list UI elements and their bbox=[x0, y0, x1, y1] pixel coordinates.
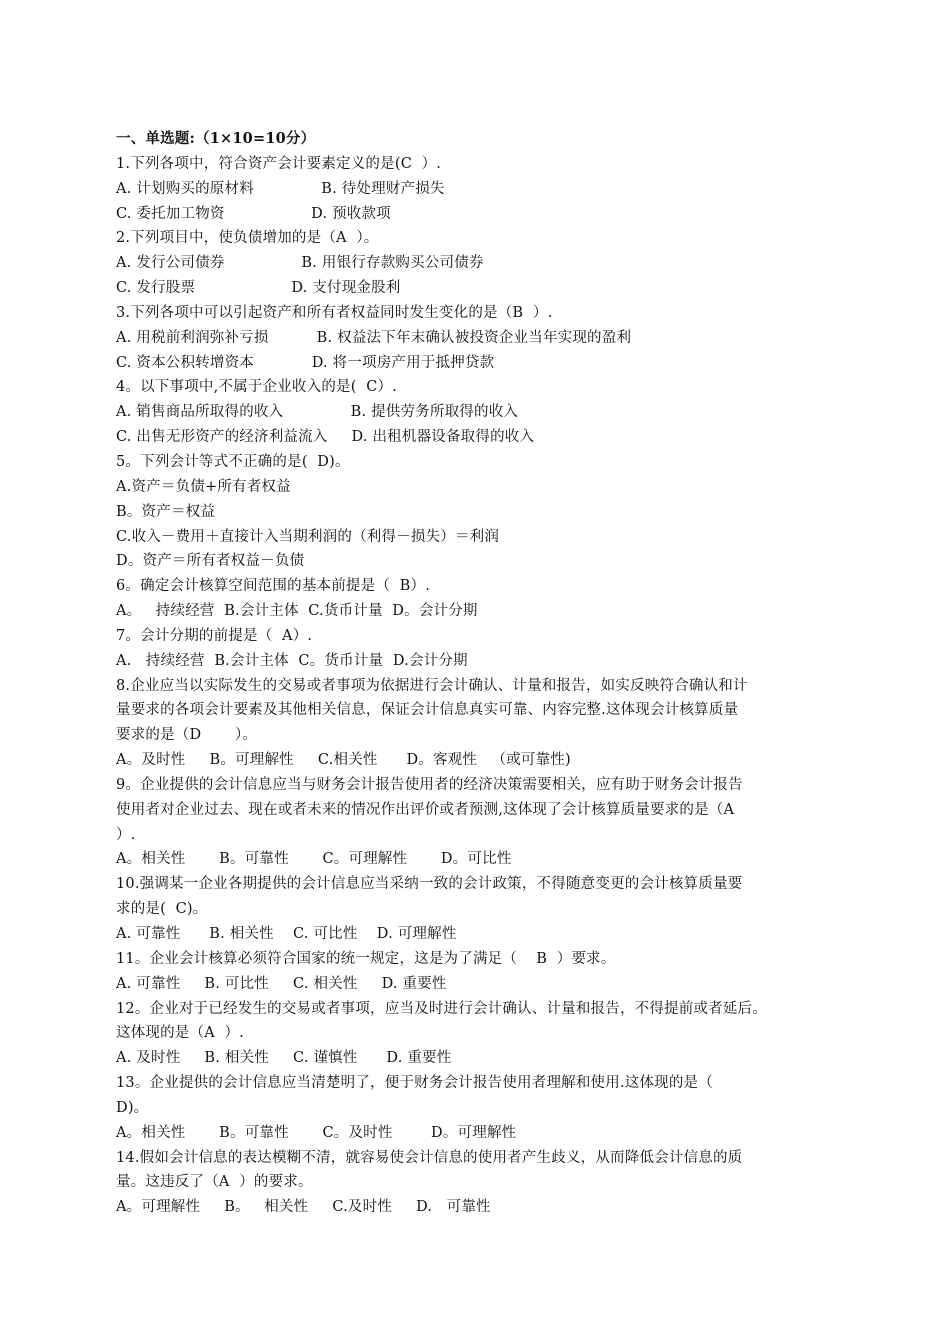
question-4-options-cd: C. 出售无形资产的经济利益流入 D. 出租机器设备取得的收入 bbox=[116, 429, 535, 446]
question-12: 12。企业对于已经发生的交易或者事项，应当及时进行会计确认、计量和报告，不得提前或者延后。 bbox=[116, 1000, 767, 1017]
question-1-options-ab: A. 计划购买的原材料 B. 待处理财产损失 bbox=[116, 180, 445, 197]
question-10-cont: 求的是( C)。 bbox=[116, 901, 208, 918]
question-1: 1.下列各项中，符合资产会计要素定义的是(C ）. bbox=[116, 155, 442, 172]
question-8-options: A。及时性 B。可理解性 C.相关性 D。客观性 （或可靠性) bbox=[116, 752, 571, 769]
question-5-option-a: A.资产＝负债+所有者权益 bbox=[116, 478, 291, 495]
question-6: 6。确定会计核算空间范围的基本前提是（ B）. bbox=[116, 578, 431, 595]
question-12-options: A. 及时性 B. 相关性 C. 谨慎性 D. 重要性 bbox=[116, 1050, 452, 1067]
question-9-cont: ）. bbox=[116, 826, 136, 843]
question-5-option-c: C.收入－费用＋直接计入当期利润的（利得－损失）＝利润 bbox=[116, 528, 500, 545]
question-1-options-cd: C. 委托加工物资 D. 预收款项 bbox=[116, 205, 391, 222]
question-5: 5。下列会计等式不正确的是( D)。 bbox=[116, 453, 350, 470]
question-5-option-b: B。资产＝权益 bbox=[116, 503, 216, 520]
question-11-options: A. 可靠性 B. 可比性 C. 相关性 D. 重要性 bbox=[116, 975, 447, 992]
section-heading: 一、单选题:（1×10=10分） bbox=[116, 130, 316, 147]
question-8-cont: 量要求的各项会计要素及其他相关信息，保证会计信息真实可靠、内容完整.这体现会计核算质量 bbox=[116, 702, 739, 719]
question-9-options: A。相关性 B。可靠性 C。可理解性 D。可比性 bbox=[116, 851, 512, 868]
question-2: 2.下列项目中，使负债增加的是（A ）。 bbox=[116, 230, 379, 247]
question-3: 3.下列各项中可以引起资产和所有者权益同时发生变化的是（B ）. bbox=[116, 304, 553, 321]
question-13-cont: D)。 bbox=[116, 1099, 149, 1116]
question-8-cont: 要求的是（D ）。 bbox=[116, 727, 258, 744]
question-8: 8.企业应当以实际发生的交易或者事项为依据进行会计确认、计量和报告，如实反映符合确认和计 bbox=[116, 677, 748, 694]
question-12-cont: 这体现的是（A ）. bbox=[116, 1025, 244, 1042]
question-3-options-ab: A. 用税前利润弥补亏损 B. 权益法下年末确认被投资企业当年实现的盈利 bbox=[116, 329, 632, 346]
question-9: 9。企业提供的会计信息应当与财务会计报告使用者的经济决策需要相关，应有助于财务会计报告 bbox=[116, 776, 743, 793]
question-10-options: A. 可靠性 B. 相关性 C. 可比性 D. 可理解性 bbox=[116, 926, 457, 942]
exam-content bbox=[116, 127, 916, 1220]
question-5-option-d: D。资产＝所有者权益－负债 bbox=[116, 553, 305, 570]
question-10: 10.强调某一企业各期提供的会计信息应当采纳一致的会计政策，不得随意变更的会计核算质量要 bbox=[116, 876, 743, 893]
question-13: 13。企业提供的会计信息应当清楚明了，便于财务会计报告使用者理解和使用.这体现的是（ bbox=[116, 1075, 713, 1092]
question-6-options: A。 持续经营 B.会计主体 C.货币计量 D。会计分期 bbox=[116, 603, 478, 620]
question-14-options: A。可理解性 B。 相关性 C.及时性 D. 可靠性 bbox=[116, 1199, 491, 1216]
question-4-options-ab: A. 销售商品所取得的收入 B. 提供劳务所取得的收入 bbox=[116, 404, 519, 421]
question-7-options: A. 持续经营 B.会计主体 C。货币计量 D.会计分期 bbox=[116, 652, 468, 669]
question-14: 14.假如会计信息的表达模糊不清，就容易使会计信息的使用者产生歧义，从而降低会计信息的质 bbox=[116, 1149, 743, 1166]
question-11: 11。企业会计核算必须符合国家的统一规定，这是为了满足（ B ）要求。 bbox=[116, 950, 616, 967]
question-2-options-cd: C. 发行股票 D. 支付现金股利 bbox=[116, 280, 401, 297]
question-2-options-ab: A. 发行公司债券 B. 用银行存款购买公司债券 bbox=[116, 255, 484, 272]
question-13-options: A。相关性 B。可靠性 C。及时性 D。可理解性 bbox=[116, 1124, 517, 1141]
question-3-options-cd: C. 资本公积转增资本 D. 将一项房产用于抵押贷款 bbox=[116, 354, 495, 371]
question-14-cont: 量。这违反了（A ）的要求。 bbox=[116, 1174, 313, 1191]
question-7: 7。会计分期的前提是（ A）. bbox=[116, 627, 313, 644]
question-9-cont: 使用者对企业过去、现在或者未来的情况作出评价或者预测,这体现了会计核算质量要求的是（A bbox=[116, 801, 735, 818]
question-4: 4。以下事项中,不属于企业收入的是( C）. bbox=[116, 379, 398, 396]
